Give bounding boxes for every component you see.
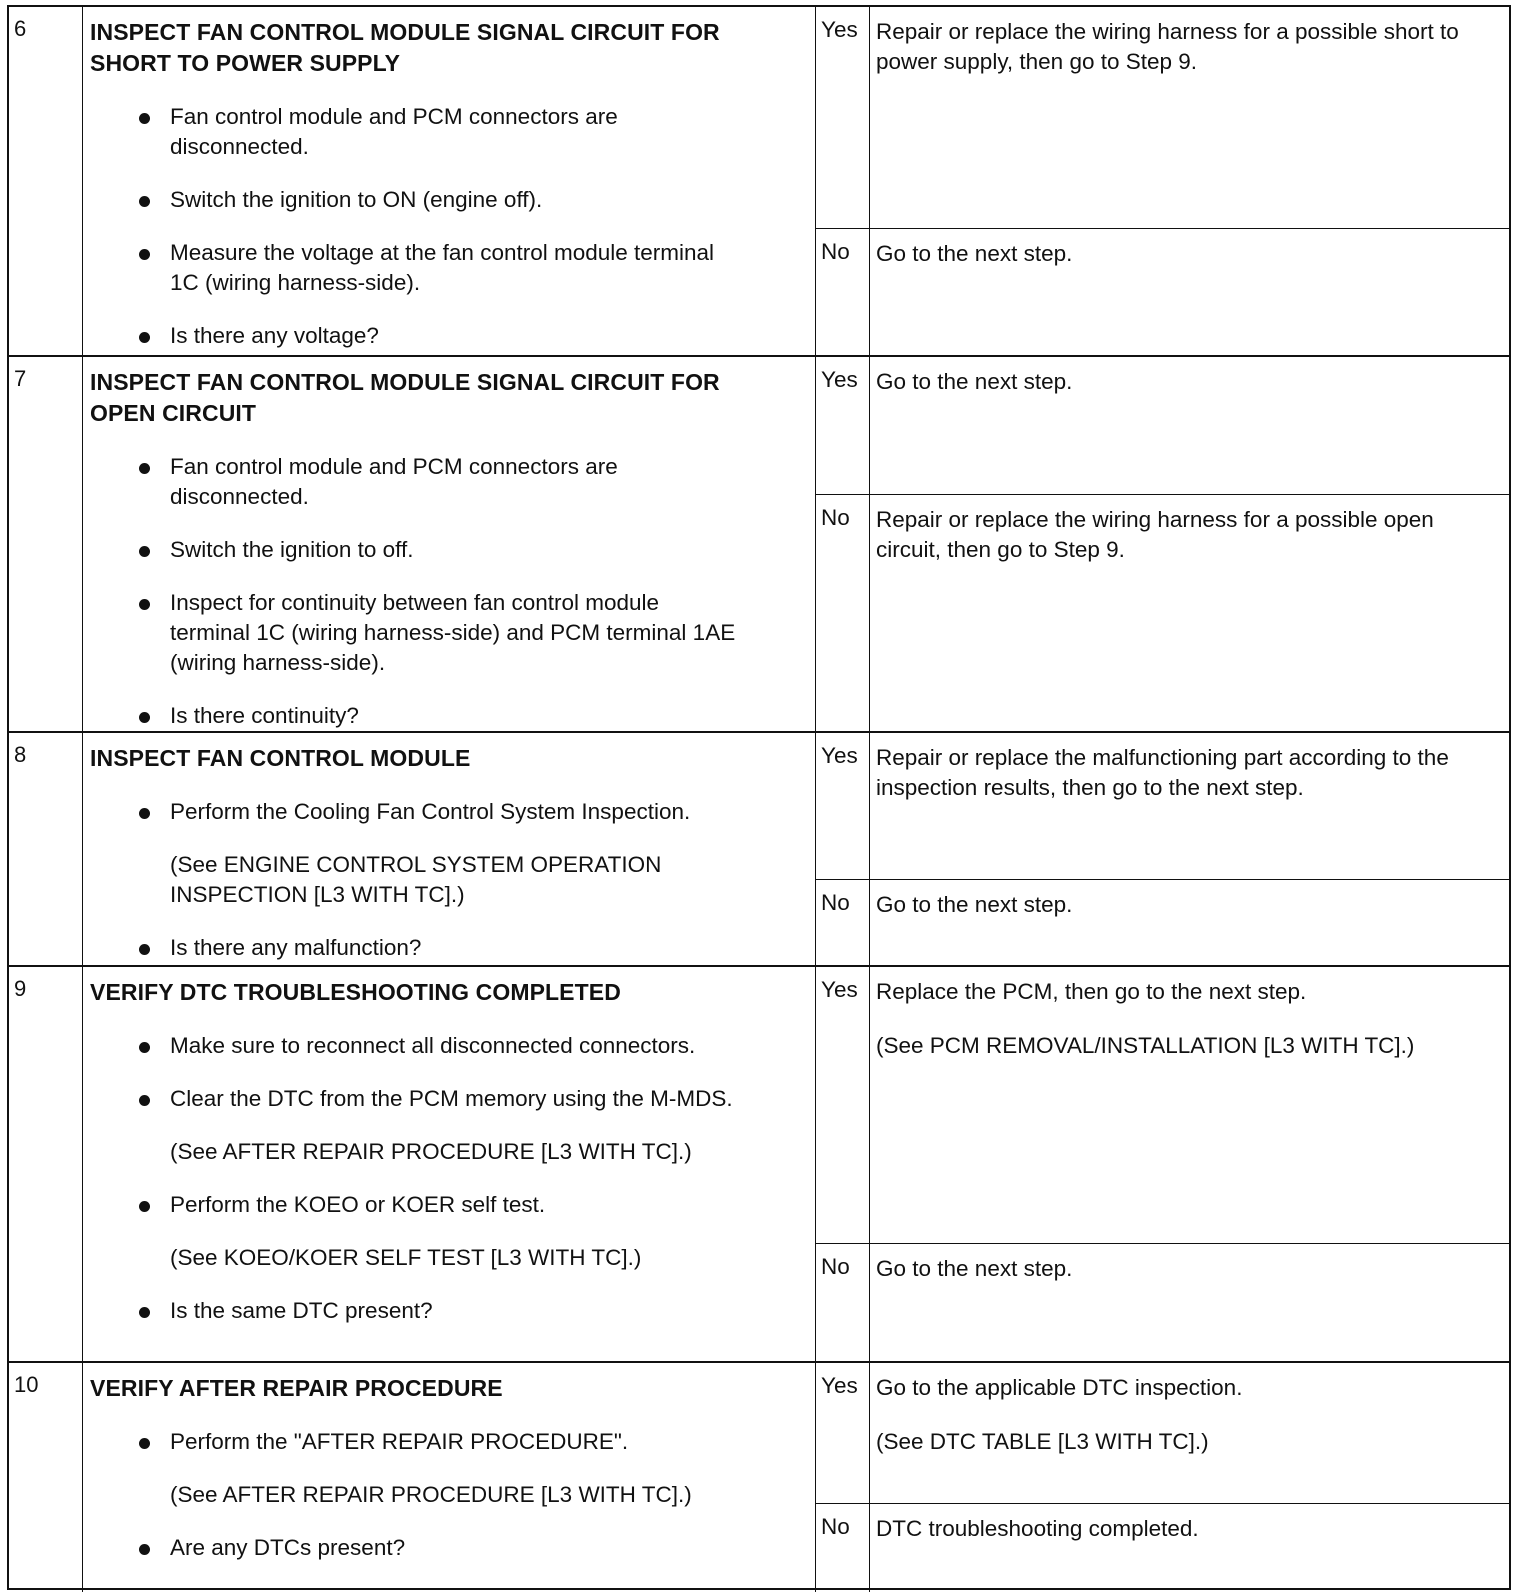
- step-title-line: VERIFY AFTER REPAIR PROCEDURE: [90, 1375, 503, 1401]
- yes-action: [870, 1363, 1509, 1481]
- yes-result: [816, 1363, 1509, 1504]
- result-text: (See PCM REMOVAL/INSTALLATION [L3 WITH TC].): [876, 1033, 1415, 1058]
- step-row: [9, 357, 1509, 733]
- bullet-item: Is there any malfunction?: [90, 933, 740, 963]
- bullet-item: Make sure to reconnect all disconnected connectors.: [90, 1031, 740, 1061]
- step-title: [90, 1373, 807, 1404]
- step-title-line: SHORT TO POWER SUPPLY: [90, 50, 401, 76]
- yes-label: Yes: [816, 967, 870, 1243]
- no-label: No: [816, 229, 870, 357]
- yes-action: [870, 7, 1509, 101]
- step-items: [90, 797, 807, 963]
- no-label: No: [816, 880, 870, 967]
- result-text: Go to the next step.: [876, 369, 1073, 394]
- step-body: [83, 1363, 816, 1592]
- step-number: 7: [9, 357, 83, 731]
- step-number: 10: [9, 1363, 83, 1592]
- result-text: Go to the next step.: [876, 241, 1073, 266]
- step-title: [90, 743, 807, 774]
- yes-result: [816, 7, 1509, 229]
- yes-label: Yes: [816, 1363, 870, 1503]
- step-body: [83, 967, 816, 1361]
- step-title-line: OPEN CIRCUIT: [90, 400, 257, 426]
- bullet-item: Is the same DTC present?: [90, 1296, 740, 1326]
- result-text: Go to the next step.: [876, 1256, 1073, 1281]
- result-text: Go to the applicable DTC inspection.: [876, 1375, 1243, 1400]
- no-result: [816, 495, 1509, 733]
- step-body: [83, 733, 816, 965]
- no-action: [870, 1504, 1509, 1568]
- step-row: [9, 7, 1509, 357]
- result-text: (See DTC TABLE [L3 WITH TC].): [876, 1429, 1209, 1454]
- bullet-item: Fan control module and PCM connectors are disconnected.: [90, 102, 740, 162]
- reference-note: (See ENGINE CONTROL SYSTEM OPERATION INSPECTION [L3 WITH TC].): [170, 852, 662, 907]
- step-body: [83, 7, 816, 355]
- bullet-item: Is there continuity?: [90, 701, 740, 731]
- yes-label: Yes: [816, 357, 870, 494]
- no-result: [816, 1504, 1509, 1592]
- result-text: Repair or replace the wiring harness for a possible short to power supply, then go to Step 9.: [876, 19, 1459, 74]
- result-text: Repair or replace the malfunctioning part according to the inspection results, then go to the next step.: [876, 745, 1449, 800]
- result-text: Replace the PCM, then go to the next step.: [876, 979, 1307, 1004]
- step-items: [90, 452, 807, 731]
- step-row: [9, 967, 1509, 1363]
- yes-action: [870, 357, 1509, 421]
- step-title-line: INSPECT FAN CONTROL MODULE SIGNAL CIRCUIT FOR: [90, 369, 720, 395]
- step-number: 8: [9, 733, 83, 965]
- bullet-item: Clear the DTC from the PCM memory using the M-MDS.: [90, 1084, 740, 1114]
- no-result: [816, 229, 1509, 357]
- yes-label: Yes: [816, 7, 870, 228]
- step-row: [9, 733, 1509, 967]
- result-text: Go to the next step.: [876, 892, 1073, 917]
- yes-label: Yes: [816, 733, 870, 879]
- step-title-line: VERIFY DTC TROUBLESHOOTING COMPLETED: [90, 979, 621, 1005]
- reference-note: (See KOEO/KOER SELF TEST [L3 WITH TC].): [170, 1245, 642, 1270]
- result-text: DTC troubleshooting completed.: [876, 1516, 1199, 1541]
- bullet-item: Perform the KOEO or KOER self test.: [90, 1190, 740, 1220]
- step-items: [90, 1427, 807, 1563]
- step-items: [90, 102, 807, 351]
- result-text: Repair or replace the wiring harness for a possible open circuit, then go to Step 9.: [876, 507, 1434, 562]
- no-label: No: [816, 1244, 870, 1363]
- yes-action: [870, 733, 1509, 827]
- no-action: [870, 229, 1509, 293]
- step-title-line: INSPECT FAN CONTROL MODULE: [90, 745, 471, 771]
- no-action: [870, 495, 1509, 589]
- no-action: [870, 1244, 1509, 1308]
- troubleshooting-table: [7, 5, 1511, 1590]
- step-number: 9: [9, 967, 83, 1361]
- yes-result: [816, 733, 1509, 880]
- step-number: 6: [9, 7, 83, 355]
- bullet-item: Switch the ignition to off.: [90, 535, 740, 565]
- step-title: [90, 17, 807, 79]
- step-row: [9, 1363, 1509, 1592]
- step-body: [83, 357, 816, 731]
- yes-result: [816, 357, 1509, 495]
- yes-action: [870, 967, 1509, 1085]
- bullet-item: Inspect for continuity between fan control module terminal 1C (wiring harness-side) and PCM terminal 1AE (wiring harness-side).: [90, 588, 740, 678]
- step-title-line: INSPECT FAN CONTROL MODULE SIGNAL CIRCUIT FOR: [90, 19, 720, 45]
- bullet-item: Perform the "AFTER REPAIR PROCEDURE".: [90, 1427, 740, 1457]
- bullet-item: Perform the Cooling Fan Control System Inspection.: [90, 797, 740, 827]
- yes-result: [816, 967, 1509, 1244]
- no-result: [816, 1244, 1509, 1363]
- bullet-item: Measure the voltage at the fan control module terminal 1C (wiring harness-side).: [90, 238, 740, 298]
- reference-note: (See AFTER REPAIR PROCEDURE [L3 WITH TC].): [170, 1139, 692, 1164]
- bullet-item: Are any DTCs present?: [90, 1533, 740, 1563]
- bullet-item: Fan control module and PCM connectors are disconnected.: [90, 452, 740, 512]
- no-label: No: [816, 1504, 870, 1592]
- reference-note: (See AFTER REPAIR PROCEDURE [L3 WITH TC].): [170, 1482, 692, 1507]
- no-result: [816, 880, 1509, 967]
- bullet-item: Switch the ignition to ON (engine off).: [90, 185, 740, 215]
- no-label: No: [816, 495, 870, 733]
- step-items: [90, 1031, 807, 1326]
- step-title: [90, 977, 807, 1008]
- bullet-item: Is there any voltage?: [90, 321, 740, 351]
- no-action: [870, 880, 1509, 944]
- step-title: [90, 367, 807, 429]
